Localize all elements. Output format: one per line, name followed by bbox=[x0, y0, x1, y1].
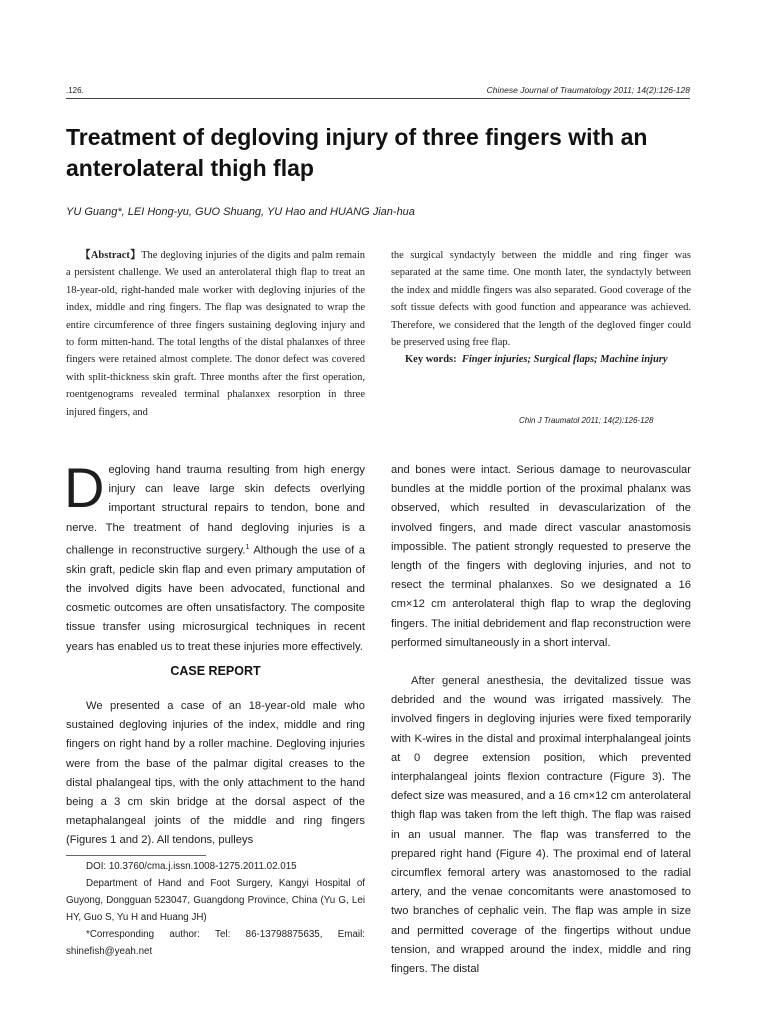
keywords bbox=[391, 351, 691, 368]
footnote-rule bbox=[66, 855, 206, 856]
header-rule bbox=[66, 98, 690, 99]
right-paragraph-2: After general anesthesia, the devitalized tissue was debrided and the wound was irrigated massively. The involved fingers in degloving injuries were fixed temporarily with K-wires in the distal and proximal interphalangeal joints at 0 degree extension position, which prevented interphalangeal joints flexion contracture (Figure 3). The defect size was measured, and a 16 cm×12 cm anterolateral thigh flap was taken from the left thigh. The flap was raised in an usual manner. The flap was transferred to the prepared right hand (Figure 4). The proximal end of lateral circumflex femoral artery was anastomosed to the radial artery, and the venae concomitants were anastomosed to two branches of cephalic vein. The flap was ample in size and permitted coverage of the fingertips without undue tension, and wrapped around the index, middle and ring fingers. The distal bbox=[391, 675, 691, 976]
case-paragraph: We presented a case of an 18-year-old male who sustained degloving injuries of the index, middle and ring fingers on right hand by a roller machine. Degloving injuries were from the base of the palmar digital creases to the distal phalangeal tips, with the only attachment to the hand being a 3 cm skin bridge at the dorsal aspect of the metaphalangeal joints of the middle and ring fingers (Figures 1 and 2). All tendons, pulleys bbox=[66, 700, 365, 847]
section-heading: CASE REPORT bbox=[170, 664, 261, 678]
intro-text: egloving hand trauma resulting from high energy injury can leave large skin defects overlying important structural repairs to tendon, bone and nerve. The treatment of hand degloving injuries is a challenge in reconstructive surgery. bbox=[66, 464, 365, 557]
intro-text-cont: Although the use of a skin graft, pedicle skin flap and even primary amputation of the involved digits have been advocated, functional and cosmetic outcomes are often unsatisfactory. The composite tissue transfer using microsurgical techniques in recent years has enabled us to treat these injuries more effectively. bbox=[66, 544, 365, 653]
author-list: YU Guang*, LEI Hong-yu, GUO Shuang, YU Hao and HUANG Jian-hua bbox=[66, 206, 415, 218]
abstract-paragraph bbox=[66, 247, 365, 421]
article-title: Treatment of degloving injury of three fingers with an anterolateral thigh flap bbox=[66, 124, 648, 181]
abstract-label: 【Abstract】 bbox=[80, 250, 142, 261]
abstract-text-right: the surgical syndactyly between the middle and ring finger was separated at the same time. One month later, the syndactyly between the index and middle fingers was also separated. Good coverage of the soft tissue defects with good function and appearance was achieved. Therefore, we considered that the length of the degloved finger could be preserved using free flap. bbox=[391, 250, 691, 349]
journal-header: Chinese Journal of Traumatology 2011; 14(2):126-128 bbox=[486, 85, 690, 95]
abstract-right-column bbox=[391, 247, 691, 369]
keywords-label: Key words: bbox=[405, 354, 457, 366]
citation: Chin J Traumatol 2011; 14(2):126-128 bbox=[519, 416, 654, 425]
affiliation-note: Department of Hand and Foot Surgery, Kangyi Hospital of Guyong, Dongguan 523047, Guangdong Province, China (Yu G, Lei HY, Guo S, Yu H and Huang JH) bbox=[66, 878, 365, 923]
abstract-text-left: The degloving injuries of the digits and palm remain a persistent challenge. We used an anterolateral thigh flap to treat an 18-year-old, right-handed male worker with degloving injuries of the index, middle and ring fingers. The flap was designated to wrap the entire circumference of three fingers sustaining degloving injury and to form mitten-hand. The total lengths of the distal phalanxes of three fingers were retained almost complete. The donor defect was covered with split-thickness skin graft. Three months after the first operation, roentgenograms revealed terminal phalanxex resorption in three injured fingers, and bbox=[66, 250, 365, 418]
right-body-column bbox=[391, 461, 691, 979]
right-paragraph-1: and bones were intact. Serious damage to neurovascular bundles at the middle portion of the proximal phalanx was observed, which resulted in devascularization of the involved fingers, and made direct vascular anastomosis impossible. The patient strongly requested to preserve the length of the fingers with degloving injuries, and not to resect the terminal phalanxes. So we designated a 16 cm×12 cm anterolateral thigh flap to wrap the degloving fingers. The initial debridement and flap reconstruction were performed simultaneously in a short interval. bbox=[391, 464, 691, 649]
intro-reference: 1 bbox=[245, 543, 250, 551]
case-report-column bbox=[66, 697, 365, 851]
abstract-left-column bbox=[66, 247, 365, 421]
doi-note: DOI: 10.3760/cma.j.issn.1008-1275.2011.02.015 bbox=[86, 861, 297, 872]
drop-cap: D bbox=[64, 456, 105, 519]
keywords-value: Finger injuries; Surgical flaps; Machine injury bbox=[461, 354, 668, 366]
page-number: .126. bbox=[66, 86, 84, 95]
footnotes bbox=[66, 858, 365, 960]
corresponding-note: *Corresponding author: Tel: 86-13798875635, Email: shinefish@yeah.net bbox=[66, 929, 365, 957]
intro-column bbox=[64, 456, 365, 657]
